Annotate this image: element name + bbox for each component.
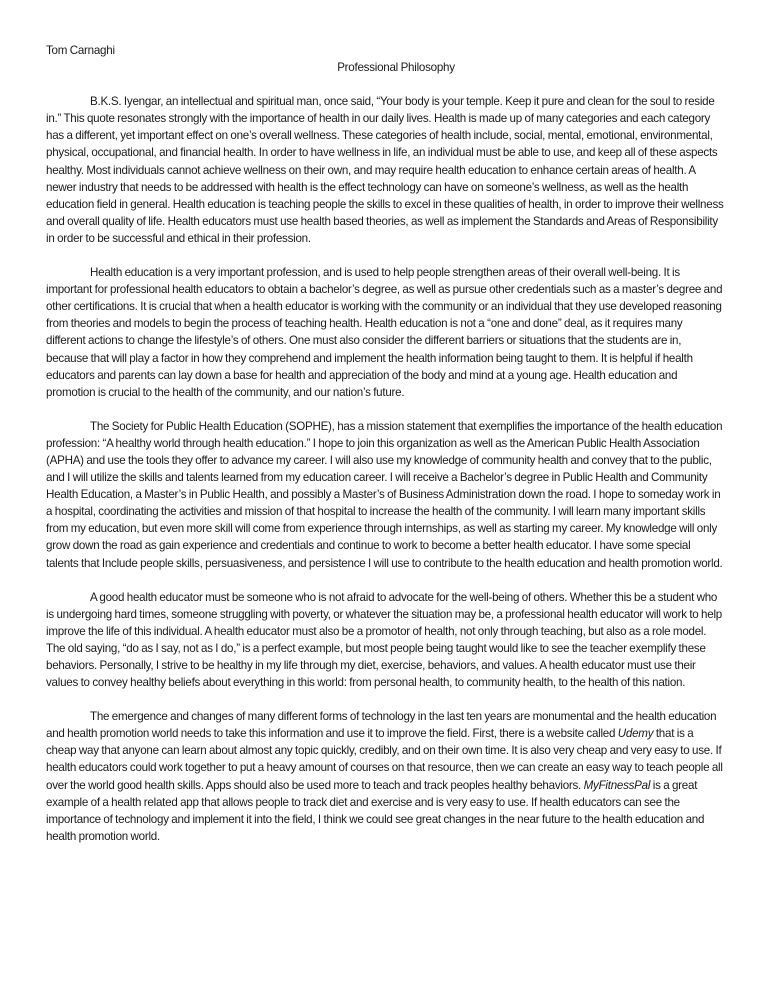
myfitnesspal-name: MyFitnessPal (583, 778, 651, 792)
author-name: Tom Carnaghi (46, 44, 115, 57)
paragraph-text: A good health educator must be someone who is not afraid to advocate for the well-being of others. Whether this be a student who is undergoing hard times, someone struggling with poverty, or whatever the situation may be, a professional health educator will work to help improve the life of this individual. A health educator must also be a promotor of health, not only through teaching, but also as a role model. The old saying, “do as I say, not as I do,” is a perfect example, but most people being taught would like to see the teacher exemplify these behaviors. Personally, I strive to be healthy in my life through my diet, exercise, behaviors, and values. A health educator must use their values to convey healthy beliefs about everything in this world: from personal health, to community health, to the health of this nation. (46, 590, 722, 690)
paragraph-text: The emergence and changes of many different forms of technology in the last ten years are monumental and the health education and health promotion world needs to take this information and use it to improve the field. First, there is a website called (46, 710, 717, 741)
udemy-name: Udemy (617, 727, 654, 741)
document-title: Professional Philosophy (337, 61, 455, 75)
paragraph-sophe (46, 418, 724, 572)
paragraph-text: is a great example of a health related app that allows people to track diet and exercise and is very easy to use. If health educators can see the importance of technology and implement it into the field, I think we could see great changes in the near future to the health education and health promotion world. (46, 778, 705, 843)
paragraph-text: B.K.S. Iyengar, an intellectual and spiritual man, once said, “Your body is your temple. Keep it pure and clean for the soul to reside in.” This quote resonates strongly with the importance of health in our daily lives. Health is made up of many categories and each category has a different, yet important effect on one’s overall wellness. These categories of health include, social, mental, emotional, environmental, physical, occupational, and financial health. In order to have wellness in life, an individual must be able to use, and keep all of these aspects healthy. Most individuals cannot achieve wellness on their own, and may require health education to enhance certain areas of health. A newer industry that needs to be addressed with health is the effect technology can have on someone’s wellness, as well as the health education field in general. Health education is teaching people the skills to excel in these qualities of health, in order to improve their wellness and overall quality of life. Health educators must use health based theories, as well as implement the Standards and Areas of Responsibility in order to be successful and ethical in their profession. (46, 95, 724, 245)
paragraph-intro (46, 93, 724, 247)
paragraph-text: Health education is a very important profession, and is used to help people strengthen areas of their overall well-being. It is important for professional health educators to obtain a bachelor’s degree, as well as pursue other credentials such as a master’s degree and other certifications. It is crucial that when a health educator is working with the community or an individual that they use developed reasoning from theories and models to begin the process of teaching health. Health education is not a “one and done” deal, as it requires many different actions to change the lifestyle’s of others. One must also consider the different barriers or situations that the students are in, because that will play a factor in how they comprehend and implement the health information being taught to them. It is helpful if health educators and parents can lay down a base for health and appreciation of the body and mind at a young age. Health education and promotion is crucial to the health of the community, and our nation’s future. (46, 266, 723, 399)
paragraph-advocate (46, 589, 724, 692)
paragraph-text: that is a cheap way that anyone can learn about almost any topic quickly, credibly, and on their own time. It is also very cheap and very easy to use. If health educators could work together to put a heavy amount of courses on that resource, then we can create an easy way to teach people all over the world good health skills. Apps should also be used more to teach and track peoples healthy behaviors. (46, 727, 723, 792)
paragraph-text: The Society for Public Health Education (SOPHE), has a mission statement that exemplifies the importance of the health education profession: “A healthy world through health education.” I hope to join this organization as well as the American Public Health Association (APHA) and use the tools they offer to advance my career. I will also use my knowledge of community health and convey that to the public, and I will utilize the skills and talents learned from my education career. I will receive a Bachelor’s degree in Public Health and Community Health Education, a Master’s in Public Health, and possibly a Master’s of Business Administration down the road. I hope to someday work in a hospital, coordinating the activities and mission of that hospital to increase the health of the community. I will learn many important skills from my education, but even more skill will come from experience through internships, as well as starting my career. My knowledge will only grow down the road as gain experience and credentials and continue to work to become a better health educator. I have some special talents that Include people skills, persuasiveness, and persistence I will use to contribute to the health education and health promotion world. (46, 419, 723, 570)
paragraph-technology (46, 708, 724, 845)
document-page (46, 42, 724, 862)
paragraph-profession (46, 264, 724, 401)
